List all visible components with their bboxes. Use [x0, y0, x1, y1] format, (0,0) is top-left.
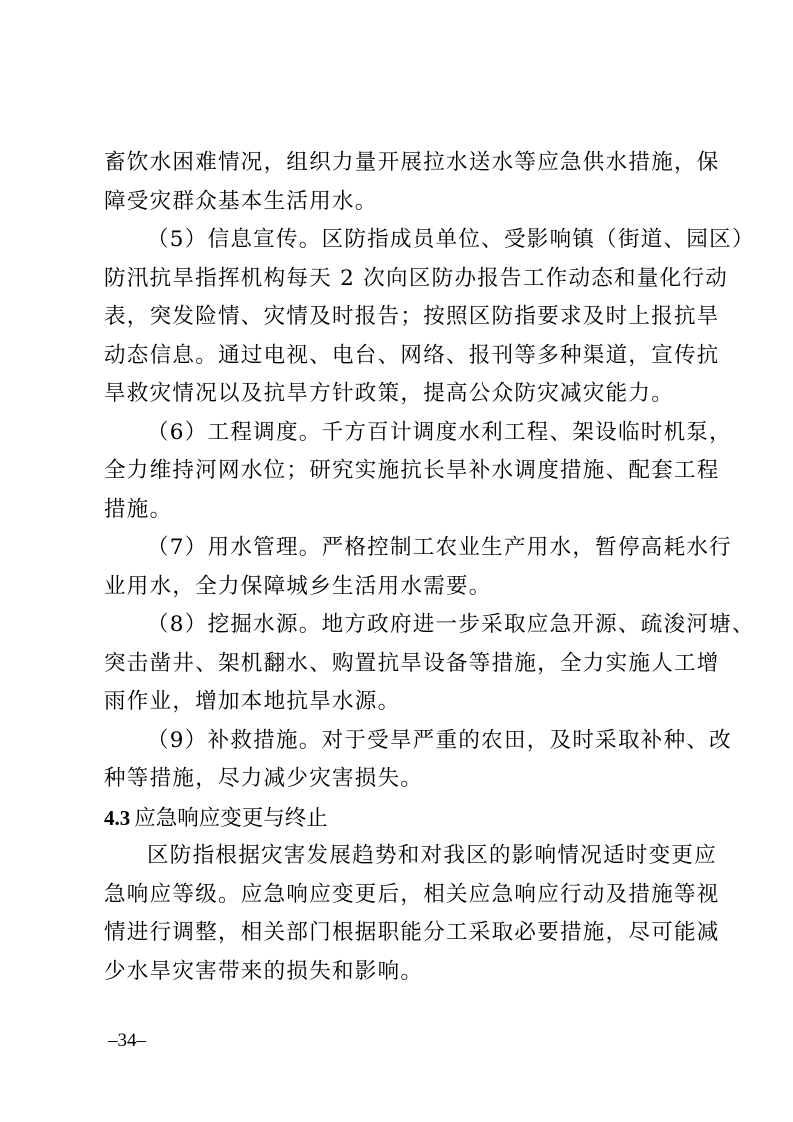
- text-line: 急响应等级。应急响应变更后，相关应急响应行动及措施等视: [104, 881, 720, 907]
- paragraph-remedial-measures: [104, 722, 732, 799]
- text-line: 区防指根据灾害发展趋势和对我区的影响情况适时变更应: [147, 843, 718, 868]
- paragraph-water-supply: [104, 144, 720, 221]
- text-line: （5）信息宣传。区防指成员单位、受影响镇（街道、园区）: [147, 227, 755, 252]
- paragraph-water-management: [104, 529, 732, 606]
- section-heading: [104, 799, 700, 838]
- paragraph-info-publicity: [104, 221, 755, 414]
- paragraph-response-change: [104, 837, 720, 991]
- section-title: 应急响应变更与终止: [134, 805, 328, 831]
- text-line: 突击凿井、架机翻水、购置抗旱设备等措施，全力实施人工增: [104, 650, 720, 676]
- document-body: [104, 144, 755, 991]
- paragraph-water-sources: [104, 606, 755, 722]
- text-line: 旱救灾情况以及抗旱方针政策，提高公众防灾减灾能力。: [104, 381, 675, 406]
- text-line: （9）补救措施。对于受旱严重的农田，及时采取补种、改: [147, 727, 732, 753]
- text-line: （7）用水管理。严格控制工农业生产用水，暂停高耗水行: [147, 535, 732, 560]
- page-number: –34–: [108, 1030, 146, 1051]
- text-line: （8）挖掘水源。地方政府进一步采取应急开源、疏浚河塘、: [147, 612, 755, 637]
- section-number: 4.3: [104, 805, 131, 830]
- text-line: 情进行调整，相关部门根据职能分工采取必要措施，尽可能减: [104, 920, 720, 945]
- text-line: 种等措施，尽力减少灾害损失。: [104, 766, 424, 791]
- text-line: 业用水，全力保障城乡生活用水需要。: [104, 573, 492, 599]
- text-line: 全力维持河网水位；研究实施抗长旱补水调度措施、配套工程: [104, 458, 720, 483]
- paragraph-engineering-dispatch: [104, 414, 732, 530]
- text-line: 雨作业，增加本地抗旱水源。: [104, 689, 401, 714]
- text-line: 畜饮水困难情况，组织力量开展拉水送水等应急供水措施，保: [104, 150, 720, 175]
- text-line: 障受灾群众基本生活用水。: [104, 188, 378, 214]
- text-line: 动态信息。通过电视、电台、网络、报刊等多种渠道，宣传抗: [104, 342, 720, 368]
- text-line: 表，突发险情、灾情及时报告；按照区防指要求及时上报抗旱: [104, 304, 720, 329]
- text-line: 措施。: [104, 496, 173, 522]
- text-line: 防汛抗旱指挥机构每天 2 次向区防办报告工作动态和量化行动: [104, 265, 729, 291]
- text-line: 少水旱灾害带来的损失和影响。: [104, 958, 424, 984]
- text-line: （6）工程调度。千方百计调度水利工程、架设临时机泵，: [147, 419, 732, 445]
